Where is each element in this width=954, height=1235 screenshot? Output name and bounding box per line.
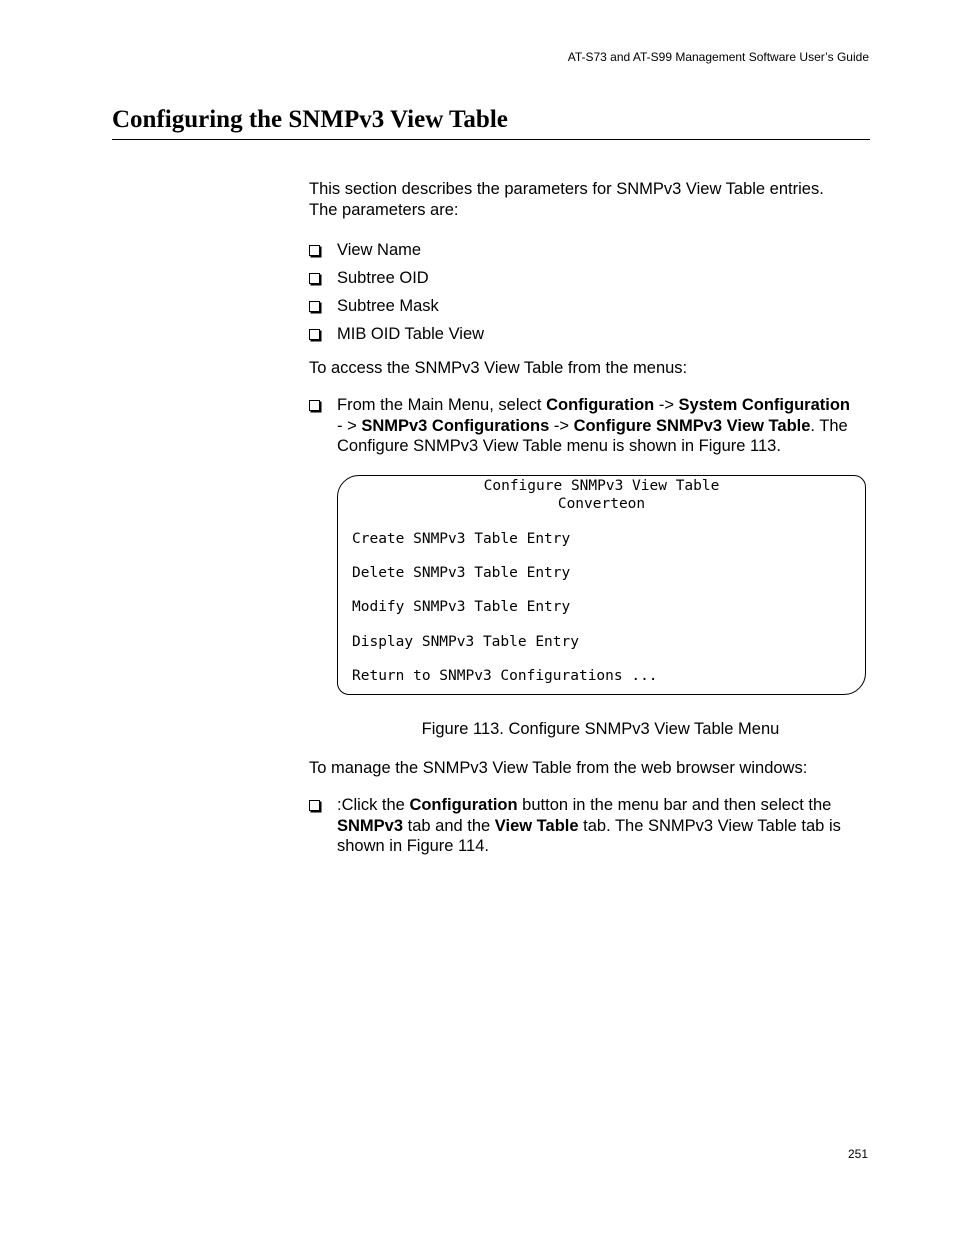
page-title: Configuring the SNMPv3 View Table xyxy=(112,106,508,133)
running-header: AT-S73 and AT-S99 Management Software User’s Guide xyxy=(567,50,869,64)
step-bold: Configuration xyxy=(546,396,655,414)
menus-intro: To access the SNMPv3 View Table from the menus: xyxy=(309,359,688,377)
step-bold: SNMPv3 Configurations xyxy=(361,416,550,435)
checkbox-bullet-icon xyxy=(309,301,320,312)
step-text: button in the menu bar and then select the xyxy=(517,796,832,814)
list-item xyxy=(309,292,869,320)
step-text: Configure SNMPv3 View Table menu is shown in Figure 113. xyxy=(337,437,781,455)
intro-line-2: The parameters are: xyxy=(309,200,459,219)
step-bold: System Configuration xyxy=(678,396,850,414)
title-rule xyxy=(112,139,870,140)
list-item xyxy=(309,795,869,857)
step-text: -> xyxy=(654,396,679,414)
figure-caption: Figure 113. Configure SNMPv3 View Table Menu xyxy=(421,720,780,738)
step-text: tab and the xyxy=(403,816,495,835)
checkbox-bullet-icon xyxy=(309,400,320,411)
console-subtitle: Converteon xyxy=(557,496,646,512)
step-bold: Configuration xyxy=(409,796,518,814)
step-text: :Click the xyxy=(337,796,410,814)
step-bold: SNMPv3 xyxy=(337,816,404,835)
checkbox-bullet-icon xyxy=(309,273,320,284)
checkbox-bullet-icon xyxy=(309,800,320,811)
step-text: - > xyxy=(337,416,362,435)
step-text: tab. The SNMPv3 View Table tab is xyxy=(578,816,841,835)
console-menu-figure xyxy=(337,475,866,695)
list-item xyxy=(309,320,869,348)
step-text: shown in Figure 114. xyxy=(337,837,489,855)
menu-step xyxy=(309,395,869,457)
list-item-label: Subtree Mask xyxy=(337,297,439,315)
step-text: -> xyxy=(549,416,574,435)
parameter-list xyxy=(309,236,869,348)
list-item xyxy=(309,236,869,264)
web-step xyxy=(309,795,869,857)
list-item-label: View Name xyxy=(337,241,422,259)
console-title: Configure SNMPv3 View Table xyxy=(483,478,720,494)
checkbox-bullet-icon xyxy=(309,245,320,256)
intro-line-1: This section describes the parameters for SNMPv3 View Table entries. xyxy=(309,180,824,198)
checkbox-bullet-icon xyxy=(309,329,320,340)
list-item-label: Subtree OID xyxy=(337,269,429,287)
step-text: . The xyxy=(810,416,848,435)
console-menu-item: Modify SNMPv3 Table Entry xyxy=(352,599,571,615)
list-item xyxy=(309,264,869,292)
list-item-label: MIB OID Table View xyxy=(337,325,485,343)
console-menu-item: Delete SNMPv3 Table Entry xyxy=(352,565,571,581)
console-menu-item: Create SNMPv3 Table Entry xyxy=(352,531,571,547)
step-text: From the Main Menu, select xyxy=(337,396,547,414)
step-bold: Configure SNMPv3 View Table xyxy=(573,416,811,435)
intro-paragraph xyxy=(309,179,869,220)
step-bold: View Table xyxy=(494,816,579,835)
console-menu-item: Return to SNMPv3 Configurations ... xyxy=(352,668,658,684)
page-number: 251 xyxy=(847,1147,868,1161)
list-item xyxy=(309,395,869,457)
web-intro: To manage the SNMPv3 View Table from the web browser windows: xyxy=(309,759,808,777)
console-menu-item: Display SNMPv3 Table Entry xyxy=(352,634,579,650)
